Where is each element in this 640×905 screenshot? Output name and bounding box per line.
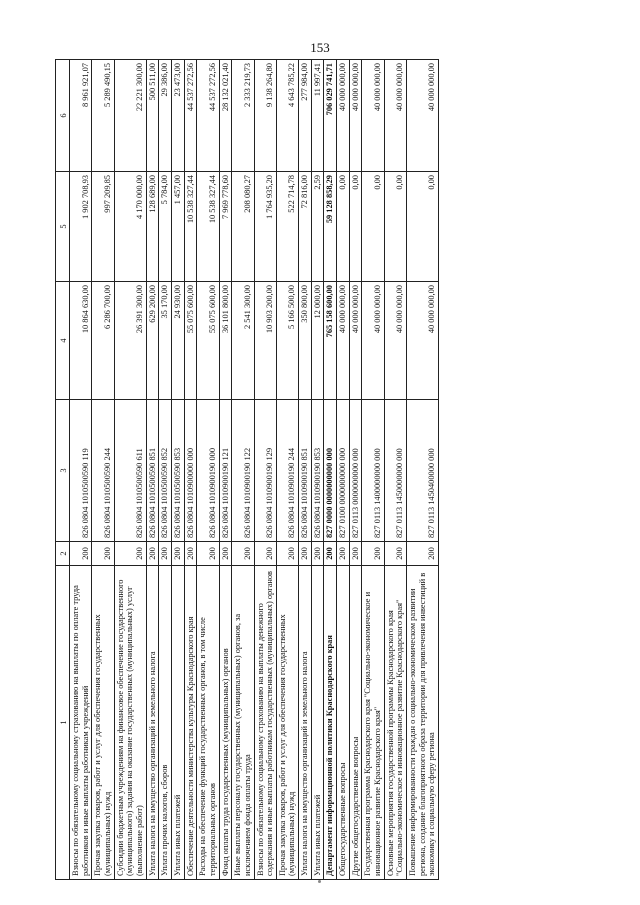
row-approved-cell: 10 903 200,00 — [254, 282, 276, 400]
row-code-cell: 200 — [254, 542, 276, 566]
row-remaining-cell: 40 000 000,00 — [407, 60, 439, 172]
row-classification-cell: 826 0804 1010900190 000 — [197, 400, 219, 542]
budget-table — [55, 59, 439, 880]
row-name-cell: Повышение информированности граждан о социально-экономическом развитии региона, создание благоприятного образа территории для привлечения инвестиций в экономику и социальную сферу региона — [407, 566, 439, 880]
column-header: 2 — [56, 542, 70, 566]
row-approved-cell: 6 286 700,00 — [92, 282, 114, 400]
row-executed-cell: 5 784,00 — [159, 172, 172, 282]
row-executed-cell: 59 128 858,29 — [324, 172, 337, 282]
column-header: 6 — [56, 60, 70, 172]
row-code-cell: 200 — [299, 542, 312, 566]
row-code-cell: 200 — [70, 542, 92, 566]
column-header: 4 — [56, 282, 70, 400]
row-approved-cell: 40 000 000,00 — [337, 282, 350, 400]
row-name-cell: Уплата прочих налогов, сборов — [159, 566, 172, 880]
row-remaining-cell: 28 132 021,40 — [219, 60, 232, 172]
column-header: 5 — [56, 172, 70, 282]
row-name-cell: Другие общегосударственные вопросы — [349, 566, 362, 880]
row-code-cell: 200 — [407, 542, 439, 566]
row-name-cell: Уплата иных платежей — [171, 566, 184, 880]
row-name-cell: Общегосударственные вопросы — [337, 566, 350, 880]
row-classification-cell: 826 0804 1010900190 851 — [299, 400, 312, 542]
row-code-cell: 200 — [171, 542, 184, 566]
table-header-row — [56, 60, 70, 880]
row-executed-cell: 7 969 778,60 — [219, 172, 232, 282]
row-approved-cell: 350 800,00 — [299, 282, 312, 400]
row-remaining-cell: 23 473,00 — [171, 60, 184, 172]
row-remaining-cell: 2 333 219,73 — [232, 60, 254, 172]
row-approved-cell: 55 075 600,00 — [184, 282, 197, 400]
row-code-cell: 200 — [219, 542, 232, 566]
row-executed-cell: 10 538 327,44 — [197, 172, 219, 282]
row-classification-cell: 826 0804 1010500590 119 — [70, 400, 92, 542]
row-classification-cell: 827 0000 0000000000 000 — [324, 400, 337, 542]
row-name-cell: Уплата налога на имущество организаций и земельного налога — [146, 566, 159, 880]
row-executed-cell: 4 170 000,00 — [114, 172, 146, 282]
table-row — [362, 60, 384, 880]
row-code-cell: 200 — [276, 542, 298, 566]
row-name-cell: Департамент информационной политики Краснодарского края — [324, 566, 337, 880]
row-approved-cell: 40 000 000,00 — [407, 282, 439, 400]
table-row — [276, 60, 298, 880]
row-remaining-cell: 29 386,00 — [159, 60, 172, 172]
row-code-cell: 200 — [384, 542, 406, 566]
row-classification-cell: 827 0113 1450400000 000 — [407, 400, 439, 542]
row-classification-cell: 826 0804 1010500590 851 — [146, 400, 159, 542]
row-name-cell: Государственная программа Краснодарского края "Социально-экономическое и инновационное развитие Краснодарского края" — [362, 566, 384, 880]
row-code-cell: 200 — [337, 542, 350, 566]
row-name-cell: Иные выплаты персоналу государственных (муниципальных) органов, за исключением фонда оплаты труда — [232, 566, 254, 880]
row-executed-cell: 0,00 — [337, 172, 350, 282]
row-code-cell: 200 — [184, 542, 197, 566]
rotated-table-container — [55, 60, 581, 880]
row-name-cell: Расходы на обеспечение функций государственных органов, в том числе территориальных органов — [197, 566, 219, 880]
row-classification-cell: 826 0804 1010900190 122 — [232, 400, 254, 542]
row-code-cell: 200 — [324, 542, 337, 566]
row-classification-cell: 826 0804 1010500590 852 — [159, 400, 172, 542]
row-classification-cell: 827 0113 1450000000 000 — [384, 400, 406, 542]
row-code-cell: 200 — [114, 542, 146, 566]
row-code-cell: 200 — [159, 542, 172, 566]
row-name-cell: Субсидии бюджетным учреждениям на финансовое обеспечение государственного (муниципального) задания на оказание государственных (муниципальных) услуг (выполнение работ) — [114, 566, 146, 880]
row-remaining-cell: 706 029 741,71 — [324, 60, 337, 172]
row-remaining-cell: 40 000 000,00 — [362, 60, 384, 172]
row-remaining-cell: 4 643 785,22 — [276, 60, 298, 172]
row-approved-cell: 55 075 600,00 — [197, 282, 219, 400]
row-approved-cell: 10 864 630,00 — [70, 282, 92, 400]
table-row — [232, 60, 254, 880]
table-row — [171, 60, 184, 880]
row-executed-cell: 1 764 935,20 — [254, 172, 276, 282]
row-approved-cell: 35 170,00 — [159, 282, 172, 400]
row-approved-cell: 40 000 000,00 — [349, 282, 362, 400]
row-name-cell: Прочая закупка товаров, работ и услуг для обеспечения государственных (муниципальных) нужд — [92, 566, 114, 880]
row-name-cell: Взносы по обязательному социальному страхованию на выплаты денежного содержания и иные выплаты работникам государственных (муниципальных) органов — [254, 566, 276, 880]
row-name-cell: Прочая закупка товаров, работ и услуг для обеспечения государственных (муниципальных) нужд — [276, 566, 298, 880]
row-executed-cell: 72 816,00 — [299, 172, 312, 282]
row-name-cell: Уплата налога на имущество организаций и земельного налога — [299, 566, 312, 880]
row-classification-cell: 826 0804 1010900190 244 — [276, 400, 298, 542]
row-classification-cell: 826 0804 1010900190 121 — [219, 400, 232, 542]
row-executed-cell: 0,00 — [407, 172, 439, 282]
row-classification-cell: 826 0804 1010900190 853 — [311, 400, 324, 542]
table-row — [146, 60, 159, 880]
row-approved-cell: 26 391 300,00 — [114, 282, 146, 400]
table-row — [184, 60, 197, 880]
row-classification-cell: 827 0100 0000000000 000 — [337, 400, 350, 542]
row-remaining-cell: 8 961 921,07 — [70, 60, 92, 172]
row-executed-cell: 522 714,78 — [276, 172, 298, 282]
row-remaining-cell: 22 221 300,00 — [114, 60, 146, 172]
row-code-cell: 200 — [311, 542, 324, 566]
row-classification-cell: 826 0804 1010900000 000 — [184, 400, 197, 542]
row-name-cell: Взносы по обязательному социальному страхованию на выплаты по оплате труда работников и иные выплаты работникам учреждений — [70, 566, 92, 880]
table-row — [92, 60, 114, 880]
scan-speck — [318, 880, 321, 883]
row-classification-cell: 826 0804 1010500590 611 — [114, 400, 146, 542]
row-name-cell: Обеспечение деятельности министерства культуры Краснодарского края — [184, 566, 197, 880]
table-body — [70, 60, 439, 880]
row-classification-cell: 826 0804 1010900190 129 — [254, 400, 276, 542]
column-header: 3 — [56, 400, 70, 542]
row-name-cell: Основные мероприятия государственной программы Краснодарского края "Социально-экономическое и инновационное развитие Краснодарского края" — [384, 566, 406, 880]
table-row — [219, 60, 232, 880]
row-approved-cell: 765 158 600,00 — [324, 282, 337, 400]
row-remaining-cell: 40 000 000,00 — [349, 60, 362, 172]
row-executed-cell: 1 457,00 — [171, 172, 184, 282]
table-row — [311, 60, 324, 880]
row-executed-cell: 997 209,85 — [92, 172, 114, 282]
row-remaining-cell: 40 000 000,00 — [337, 60, 350, 172]
row-approved-cell: 40 000 000,00 — [362, 282, 384, 400]
row-classification-cell: 826 0804 1010500590 853 — [171, 400, 184, 542]
row-remaining-cell: 277 984,00 — [299, 60, 312, 172]
table-row — [407, 60, 439, 880]
row-code-cell: 200 — [146, 542, 159, 566]
row-approved-cell: 24 930,00 — [171, 282, 184, 400]
page-number: 153 — [310, 40, 330, 55]
row-classification-cell: 827 0113 1400000000 000 — [362, 400, 384, 542]
row-executed-cell: 0,00 — [362, 172, 384, 282]
row-name-cell: Фонд оплаты труда государственных (муниципальных) органов — [219, 566, 232, 880]
row-executed-cell: 10 538 327,44 — [184, 172, 197, 282]
row-approved-cell: 5 166 500,00 — [276, 282, 298, 400]
table-row — [384, 60, 406, 880]
row-remaining-cell: 44 537 272,56 — [184, 60, 197, 172]
row-approved-cell: 36 101 800,00 — [219, 282, 232, 400]
row-code-cell: 200 — [92, 542, 114, 566]
table-row — [114, 60, 146, 880]
row-approved-cell: 2 541 300,00 — [232, 282, 254, 400]
row-remaining-cell: 40 000 000,00 — [384, 60, 406, 172]
row-code-cell: 200 — [362, 542, 384, 566]
column-header: 1 — [56, 566, 70, 880]
table-row — [197, 60, 219, 880]
table-row — [299, 60, 312, 880]
row-executed-cell: 1 902 708,93 — [70, 172, 92, 282]
table-row — [70, 60, 92, 880]
row-approved-cell: 40 000 000,00 — [384, 282, 406, 400]
row-remaining-cell: 11 997,41 — [311, 60, 324, 172]
table-row — [349, 60, 362, 880]
table-row — [324, 60, 337, 880]
row-executed-cell: 0,00 — [349, 172, 362, 282]
row-name-cell: Уплата иных платежей — [311, 566, 324, 880]
row-code-cell: 200 — [349, 542, 362, 566]
row-remaining-cell: 500 511,00 — [146, 60, 159, 172]
row-remaining-cell: 44 537 272,56 — [197, 60, 219, 172]
row-remaining-cell: 5 289 490,15 — [92, 60, 114, 172]
row-code-cell: 200 — [197, 542, 219, 566]
row-code-cell: 200 — [232, 542, 254, 566]
row-classification-cell: 827 0113 0000000000 000 — [349, 400, 362, 542]
row-executed-cell: 208 080,27 — [232, 172, 254, 282]
row-executed-cell: 2,59 — [311, 172, 324, 282]
row-executed-cell: 128 689,00 — [146, 172, 159, 282]
table-row — [337, 60, 350, 880]
row-classification-cell: 826 0804 1010500590 244 — [92, 400, 114, 542]
row-remaining-cell: 9 138 264,80 — [254, 60, 276, 172]
row-executed-cell: 0,00 — [384, 172, 406, 282]
row-approved-cell: 12 000,00 — [311, 282, 324, 400]
table-row — [159, 60, 172, 880]
row-approved-cell: 629 200,00 — [146, 282, 159, 400]
table-row — [254, 60, 276, 880]
